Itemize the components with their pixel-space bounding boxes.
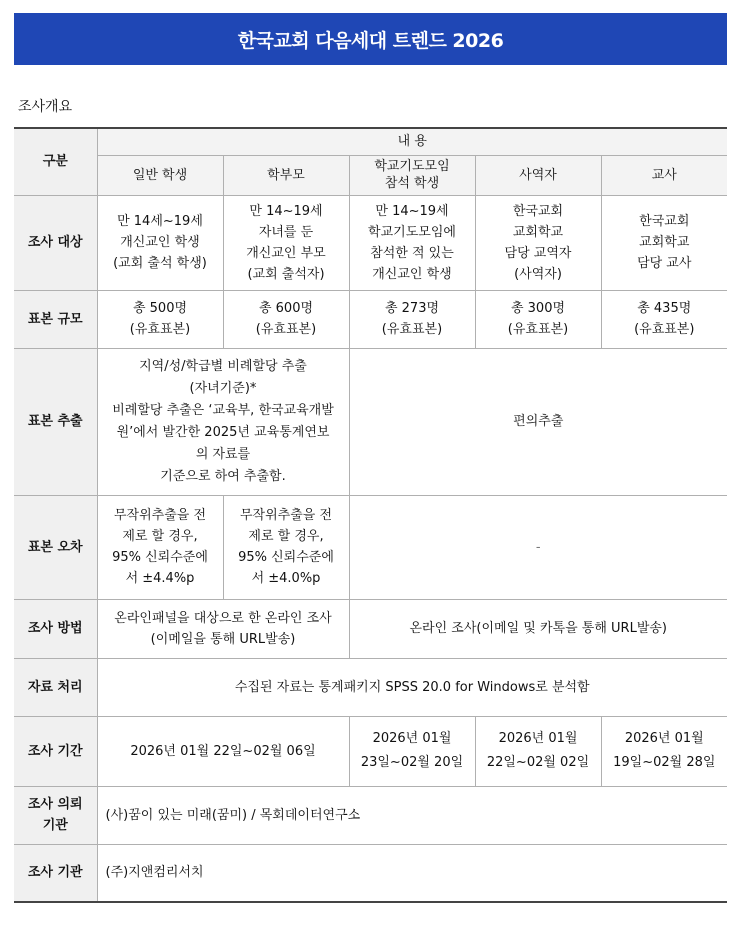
column-header: 교사 [601,155,727,195]
table-cell: 총 500명 (유효표본) [97,290,223,348]
row-label: 표본 오차 [14,495,97,599]
row-processing [14,658,727,716]
header-row-columns [14,155,727,195]
row-label: 조사 기관 [14,844,97,902]
column-header: 일반 학생 [97,155,223,195]
table-cell: 한국교회 교회학교 담당 교사 [601,195,727,290]
section-title: 조사개요 [18,99,73,115]
row-label: 조사 의뢰 기관 [14,786,97,844]
banner-title: 한국교회 다음세대 트렌드 2026 [237,29,504,52]
row-sample-size [14,290,727,348]
table-cell: 2026년 01월 23일~02월 20일 [349,716,475,786]
row-method [14,599,727,658]
row-label: 조사 방법 [14,599,97,658]
row-period [14,716,727,786]
table-cell: 온라인패널을 대상으로 한 온라인 조사 (이메일을 통해 URL발송) [97,599,349,658]
row-label: 자료 처리 [14,658,97,716]
row-error [14,495,727,599]
table-cell: 한국교회 교회학교 담당 교역자 (사역자) [475,195,601,290]
header-content: 내 용 [97,128,727,155]
row-sampling [14,348,727,495]
table-cell: 총 435명 (유효표본) [601,290,727,348]
row-label: 표본 규모 [14,290,97,348]
table-cell: 2026년 01월 22일~02월 02일 [475,716,601,786]
table-cell: (주)지앤컴리서치 [97,844,727,902]
report-banner [14,13,727,65]
row-client [14,786,727,844]
row-label: 표본 추출 [14,348,97,495]
column-header: 학부모 [223,155,349,195]
row-label: 조사 기간 [14,716,97,786]
row-target [14,195,727,290]
table-cell: 온라인 조사(이메일 및 카톡을 통해 URL발송) [349,599,727,658]
table-cell: - [349,495,727,599]
column-header: 사역자 [475,155,601,195]
row-agency [14,844,727,902]
table-cell: (사)꿈이 있는 미래(꿈미) / 목회데이터연구소 [97,786,727,844]
table-cell: 무작위추출을 전 제로 할 경우, 95% 신뢰수준에 서 ±4.4%p [97,495,223,599]
table-cell: 수집된 자료는 통계패키지 SPSS 20.0 for Windows로 분석함 [97,658,727,716]
table-cell: 편의추출 [349,348,727,495]
table-cell: 무작위추출을 전 제로 할 경우, 95% 신뢰수준에 서 ±4.0%p [223,495,349,599]
table-cell: 지역/성/학급별 비례할당 추출 (자녀기준)* 비례할당 추출은 ‘교육부, 한국교육개발 원’에서 발간한 2025년 교육통계연보 의 자료를 기준으로 하여 추출함. [97,348,349,495]
survey-overview-table [14,127,727,903]
table-cell: 만 14세~19세 개신교인 학생 (교회 출석 학생) [97,195,223,290]
row-label: 조사 대상 [14,195,97,290]
table-cell: 2026년 01월 22일~02월 06일 [97,716,349,786]
header-row-top [14,128,727,155]
column-header: 학교기도모임 참석 학생 [349,155,475,195]
table-cell: 총 300명 (유효표본) [475,290,601,348]
header-category: 구분 [14,128,97,195]
table-cell: 총 273명 (유효표본) [349,290,475,348]
table-cell: 총 600명 (유효표본) [223,290,349,348]
table-cell: 만 14~19세 자녀를 둔 개신교인 부모 (교회 출석자) [223,195,349,290]
table-cell: 2026년 01월 19일~02월 28일 [601,716,727,786]
table-cell: 만 14~19세 학교기도모임에 참석한 적 있는 개신교인 학생 [349,195,475,290]
